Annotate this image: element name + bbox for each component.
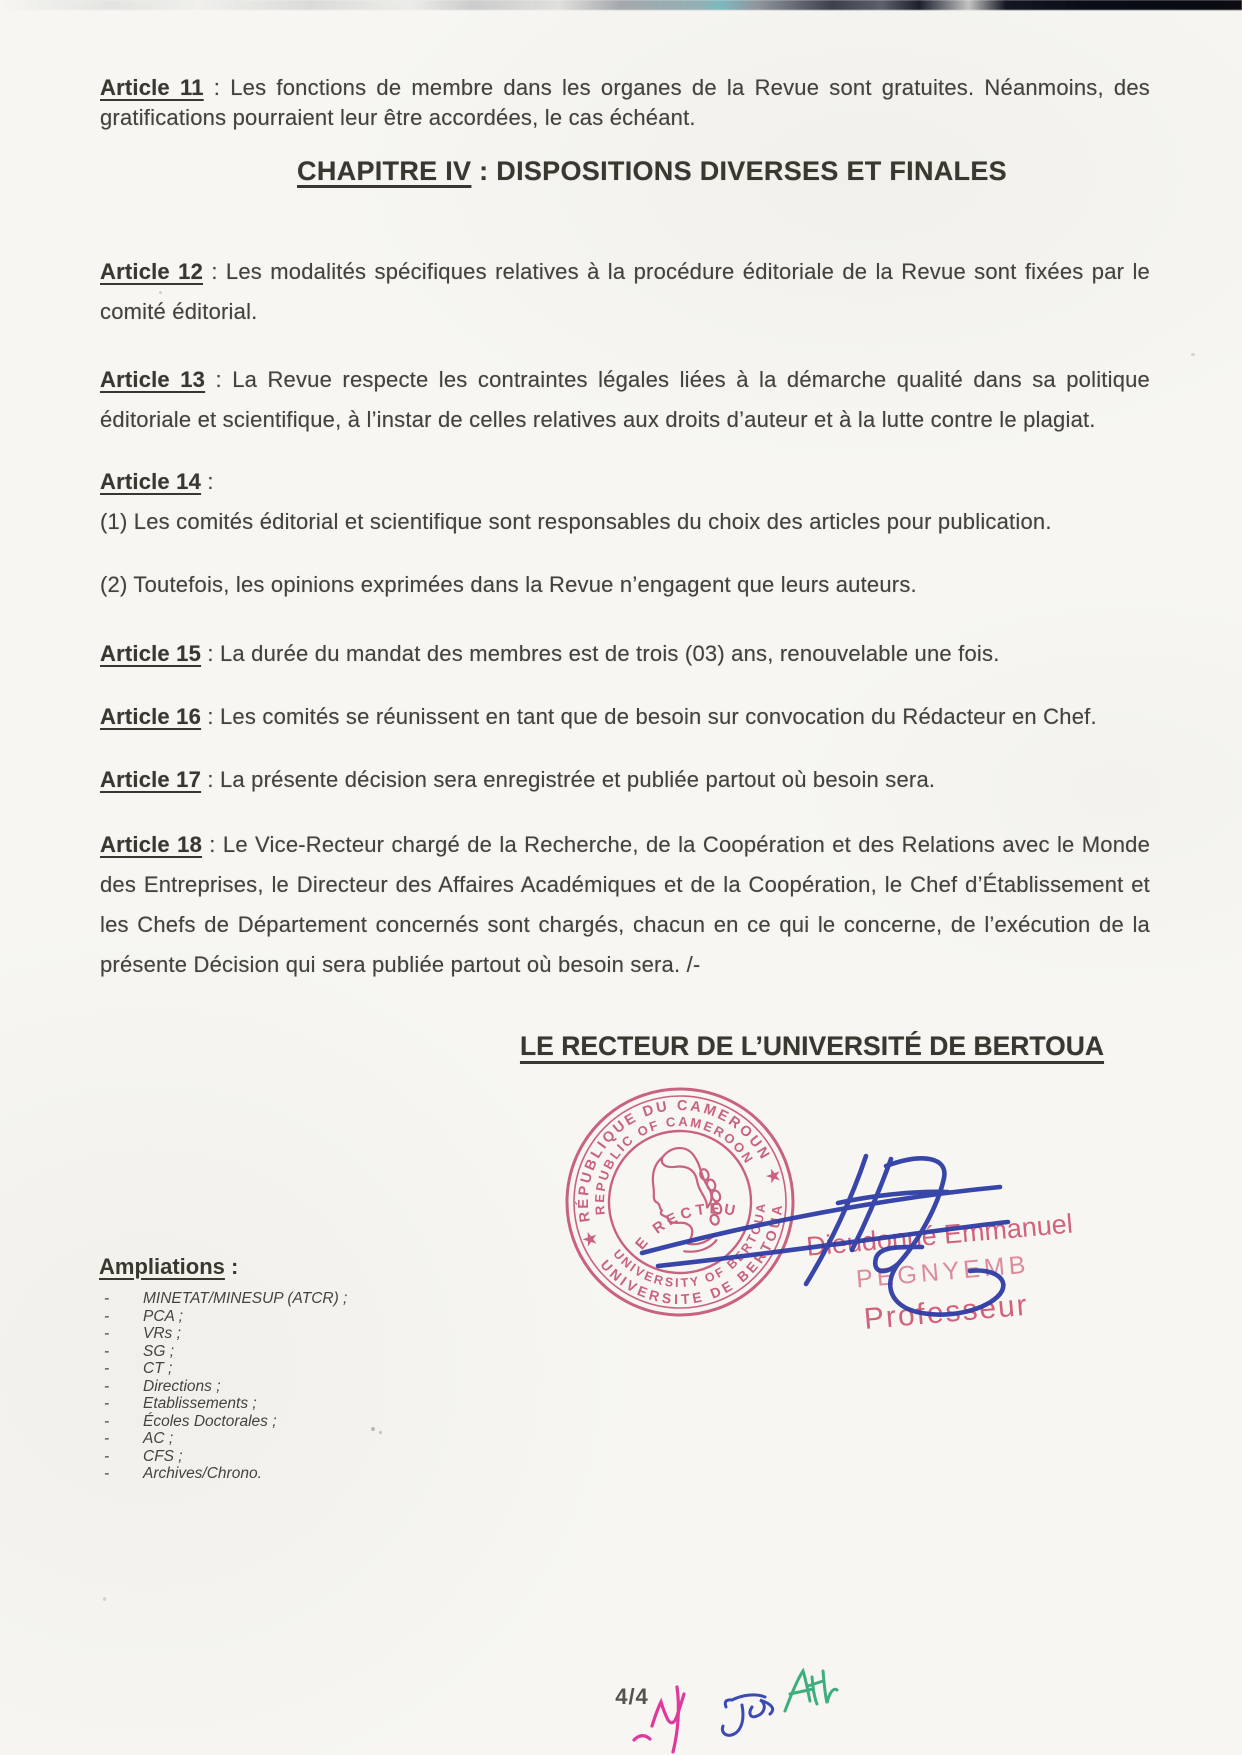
list-item-text: VRs ; bbox=[143, 1325, 181, 1342]
list-item bbox=[104, 1325, 534, 1343]
seal-text-universite: UNIVERSITE DE BERTOUA bbox=[597, 1201, 786, 1308]
chapter-heading-underlined: CHAPITRE IV bbox=[297, 156, 472, 186]
article-15-label: Article 15 bbox=[100, 641, 202, 666]
list-item-text: PCA ; bbox=[143, 1307, 183, 1325]
list-item bbox=[104, 1448, 534, 1466]
list-bullet: - bbox=[104, 1395, 110, 1412]
label-separator: : bbox=[203, 75, 231, 100]
list-bullet: - bbox=[104, 1430, 110, 1447]
article-14-clause-1: (1) Les comités éditorial et scientifique sont responsables du choix des articles pour publication. bbox=[100, 509, 1052, 534]
list-bullet: - bbox=[104, 1325, 110, 1342]
ampliations-heading bbox=[99, 1254, 238, 1280]
article-12-paragraph bbox=[100, 252, 1150, 332]
list-bullet: - bbox=[104, 1465, 110, 1482]
list-item-text: CFS ; bbox=[143, 1447, 183, 1465]
list-bullet: - bbox=[104, 1290, 110, 1307]
signatory-title: Professeur bbox=[862, 1288, 1030, 1336]
chapter-heading bbox=[222, 156, 1082, 187]
article-14-label-line bbox=[100, 462, 1150, 502]
article-12-label: Article 12 bbox=[100, 259, 204, 284]
list-bullet: - bbox=[104, 1412, 110, 1430]
ampliations-heading-word: Ampliations bbox=[99, 1254, 225, 1279]
label-separator: : bbox=[201, 469, 214, 494]
handwritten-initials bbox=[560, 1640, 860, 1755]
list-item bbox=[104, 1430, 534, 1448]
list-item bbox=[104, 1343, 534, 1361]
list-item-text: AC ; bbox=[143, 1430, 174, 1447]
label-separator: : bbox=[201, 641, 220, 666]
list-item-text: Archives/Chrono. bbox=[143, 1465, 262, 1482]
article-13-label: Article 13 bbox=[100, 367, 206, 392]
article-15-body: La durée du mandat des membres est de trois (03) ans, renouvelable une fois. bbox=[220, 641, 1000, 666]
scan-speck bbox=[371, 1427, 375, 1431]
scan-speck bbox=[1191, 353, 1195, 356]
list-item-text: Écoles Doctorales ; bbox=[143, 1412, 277, 1430]
list-item bbox=[104, 1290, 534, 1308]
seal-text-republic: REPUBLIC OF CAMEROON bbox=[591, 1113, 758, 1216]
label-separator: : bbox=[202, 832, 223, 857]
green-initial bbox=[785, 1671, 837, 1711]
article-16-label: Article 16 bbox=[100, 704, 202, 729]
ampliations-list bbox=[104, 1290, 534, 1483]
chapter-heading-rest: : DISPOSITIONS DIVERSES ET FINALES bbox=[471, 156, 1007, 186]
blue-initial bbox=[722, 1695, 772, 1735]
list-item bbox=[104, 1378, 534, 1396]
article-13-paragraph bbox=[100, 360, 1150, 440]
ampliations-heading-colon: : bbox=[224, 1254, 239, 1279]
scan-speck bbox=[159, 291, 162, 294]
article-14-label: Article 14 bbox=[100, 469, 202, 494]
seal-star-left-icon: ★ bbox=[578, 1227, 602, 1253]
signatory-name-line2: PEGNYEMB bbox=[854, 1250, 1031, 1294]
list-item bbox=[104, 1413, 534, 1431]
label-separator: : bbox=[205, 367, 233, 392]
signatory-name-line1: Dieudonné Emmanuel bbox=[805, 1208, 1074, 1262]
article-16-body: Les comités se réunissent en tant que de besoin sur convocation du Rédacteur en Chef. bbox=[220, 704, 1097, 729]
article-18-body: Le Vice-Recteur chargé de la Recherche, de la Coopération et des Relations avec le Monde des Entreprises, le Directeur des Affaires Académiques et de la Coopération, le Chef d’Établissement et les Chefs de Département concernés sont chargés, chacun en ce qui le concerne, de l’exécution de la présente Décision qui sera publiée partout où besoin sera. /- bbox=[100, 832, 1151, 977]
article-17-label: Article 17 bbox=[100, 767, 202, 792]
article-11-label: Article 11 bbox=[100, 75, 204, 100]
list-item-text: CT ; bbox=[143, 1360, 173, 1377]
recteur-heading bbox=[482, 1031, 1142, 1062]
list-bullet: - bbox=[104, 1342, 110, 1360]
list-bullet: - bbox=[104, 1447, 110, 1465]
label-separator: : bbox=[203, 259, 226, 284]
list-bullet: - bbox=[104, 1307, 110, 1325]
list-bullet: - bbox=[104, 1377, 110, 1395]
seal-star-right-icon: ★ bbox=[762, 1163, 786, 1190]
list-item bbox=[104, 1360, 534, 1378]
article-14-clause-2: (2) Toutefois, les opinions exprimées dans la Revue n’engagent que leurs auteurs. bbox=[100, 572, 917, 597]
article-18-paragraph bbox=[100, 825, 1150, 985]
pink-initial bbox=[634, 1687, 684, 1752]
list-item bbox=[104, 1465, 534, 1483]
seal-text-le-recteur: LE RECTEUR bbox=[632, 1187, 741, 1254]
article-16-paragraph bbox=[100, 697, 1150, 737]
handwritten-signature bbox=[540, 1120, 1120, 1360]
scanner-artifact-band bbox=[0, 0, 1242, 10]
seal-text-university: UNIVERSITY OF BERTOUA bbox=[610, 1200, 769, 1291]
list-item-text: MINETAT/MINESUP (ATCR) ; bbox=[143, 1290, 348, 1307]
article-15-paragraph bbox=[100, 634, 1150, 674]
list-item bbox=[104, 1395, 534, 1413]
list-item-text: Etablissements ; bbox=[143, 1395, 257, 1412]
list-item bbox=[104, 1308, 534, 1326]
label-separator: : bbox=[201, 767, 220, 792]
scan-speck bbox=[379, 1431, 382, 1434]
article-17-body: La présente décision sera enregistrée et publiée partout où besoin sera. bbox=[220, 767, 936, 792]
page-number: 4/4 bbox=[615, 1684, 649, 1709]
article-18-label: Article 18 bbox=[100, 832, 203, 857]
article-13-body: La Revue respecte les contraintes légales liées à la démarche qualité dans sa politique éditoriale et scientifique, à l’instar de celles relatives aux droits d’auteur et à la lutte contre le plagiat. bbox=[100, 367, 1150, 432]
list-item-text: SG ; bbox=[143, 1342, 175, 1360]
list-bullet: - bbox=[104, 1360, 110, 1377]
article-17-paragraph bbox=[100, 760, 1150, 800]
recteur-heading-text: LE RECTEUR DE L’UNIVERSITÉ DE BERTOUA bbox=[519, 1031, 1105, 1061]
label-separator: : bbox=[201, 704, 220, 729]
article-12-body: Les modalités spécifiques relatives à la procédure éditoriale de la Revue sont fixées par le comité éditorial. bbox=[100, 259, 1150, 324]
article-11-paragraph bbox=[100, 73, 1150, 133]
scan-speck bbox=[103, 1597, 106, 1601]
list-item-text: Directions ; bbox=[143, 1377, 221, 1395]
article-11-body: Les fonctions de membre dans les organes de la Revue sont gratuites. Néanmoins, des gratifications pourraient leur être accordées, le cas échéant. bbox=[100, 75, 1151, 130]
seal-text-republique: RÉPUBLIQUE DU CAMEROUN bbox=[575, 1097, 774, 1224]
